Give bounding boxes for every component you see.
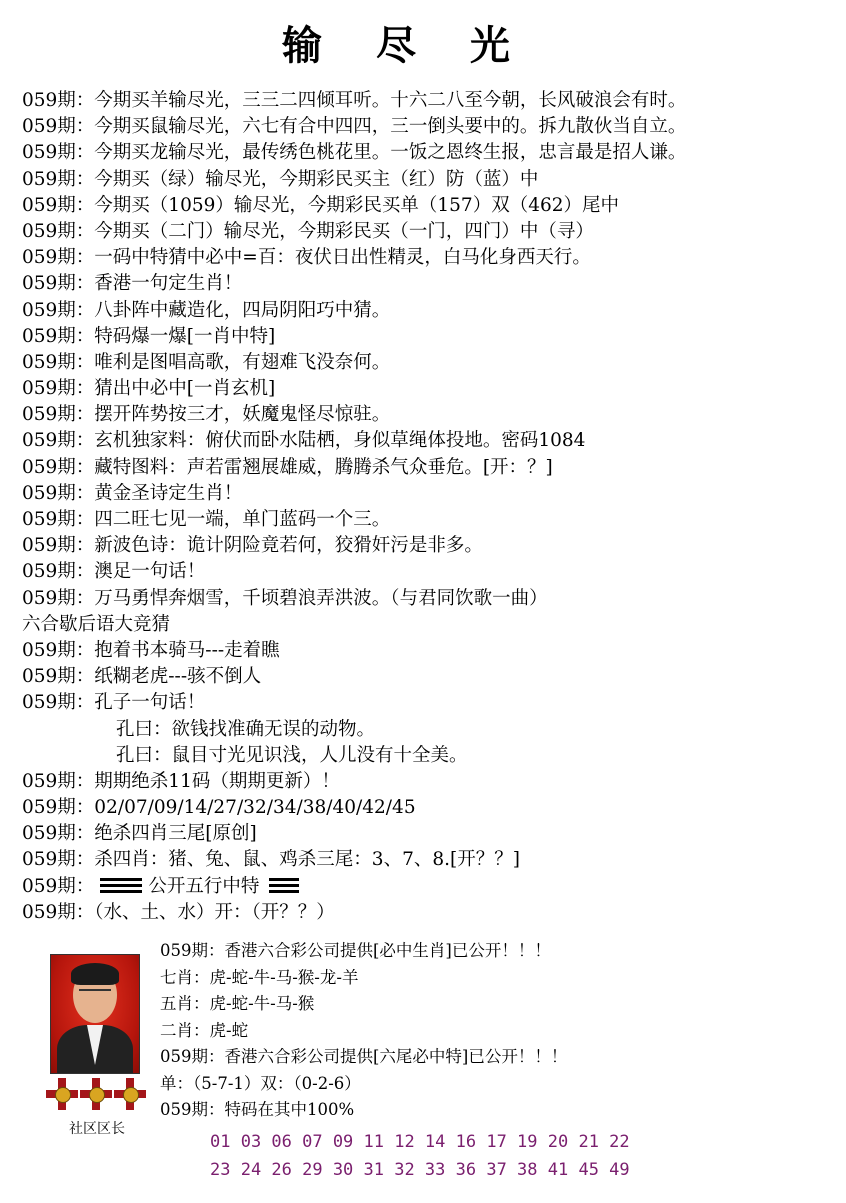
- portrait-photo: [50, 954, 140, 1074]
- prediction-line: 059期：四二旺七见一端，单门蓝码一个三。: [22, 509, 391, 530]
- prediction-line: 059期：今期买羊输尽光，三三二四倾耳听。十六二八至今朝，长风破浪会有时。: [22, 90, 687, 111]
- info-line: 059期：香港六合彩公司提供[必中生肖]已公开！！！: [160, 941, 551, 960]
- medal-icon: [46, 1078, 78, 1110]
- glasses-shape: [79, 989, 111, 999]
- prediction-line: 059期：一码中特猜中必中=百：夜伏日出性精灵，白马化身西天行。: [22, 247, 591, 269]
- info-line: 059期：特码在其中100%: [160, 1100, 355, 1119]
- bottom-section: [0, 938, 846, 1203]
- prediction-line: 059期：特码爆一爆[一肖中特]: [22, 325, 276, 347]
- prediction-line: 059期：今期买龙输尽光，最传绣色桃花里。一饭之恩终生报，忠言最是招人谦。: [22, 142, 687, 164]
- portrait-caption: 社区区长: [69, 1121, 125, 1137]
- info-list: [160, 938, 840, 1124]
- info-line: 059期：香港六合彩公司提供[六尾必中特]已公开！！！: [160, 1047, 568, 1066]
- prediction-line: 059期：孔子一句话！: [22, 692, 206, 714]
- prediction-line: 059期：今期买（二门）输尽光，今期彩民买（一门，四门）中（寻）: [22, 220, 594, 242]
- prediction-list: [22, 88, 842, 926]
- prediction-line: 059期：猜出中必中[一肖玄机]: [22, 378, 276, 400]
- prediction-line: 059期：纸糊老虎---骇不倒人: [22, 666, 262, 688]
- prediction-line: 059期：今期买（绿）输尽光，今期彩民买主（红）防（蓝）中: [22, 168, 539, 190]
- prediction-line: 059期：期期绝杀11码（期期更新）！: [22, 770, 340, 792]
- prediction-line: 059期：新波色诗：诡计阴险竟若何，狡猾奸污是非多。: [22, 535, 483, 557]
- five-elements-prefix: 059期：: [22, 875, 95, 897]
- element-answer-line: 059期：（水、土、水）开：（开？？）: [22, 901, 335, 923]
- confucius-line: 孔曰：欲钱找准确无误的动物。: [116, 718, 376, 740]
- medal-icon: [80, 1078, 112, 1110]
- page-title: 输尽光: [282, 22, 564, 69]
- info-line: 七肖：虎-蛇-牛-马-猴-龙-羊: [160, 967, 359, 987]
- hair-shape: [71, 963, 119, 985]
- medals: [46, 1074, 146, 1118]
- prediction-line: 059期：摆开阵势按三才，妖魔鬼怪尽惊驻。: [22, 404, 391, 426]
- prediction-line: 059期：玄机独家料：俯伏而卧水陆栖，身似草绳体投地。密码1084: [22, 430, 586, 452]
- prediction-line: 059期：香港一句定生肖！: [22, 273, 243, 295]
- five-elements-text: 公开五行中特: [148, 875, 260, 897]
- five-elements-line: [22, 874, 842, 900]
- prediction-line: 059期：抱着书本骑马---走着瞧: [22, 639, 280, 661]
- prediction-line: 059期：今期买（1059）输尽光，今期彩民买单（157）双（462）尾中: [22, 194, 620, 216]
- info-line: 五肖：虎-蛇-牛-马-猴: [160, 994, 315, 1013]
- prediction-line: 059期：唯利是图唱高歌，有翅难飞没奈何。: [22, 351, 391, 373]
- prediction-line: 059期：万马勇悍奔烟雪，千顷碧浪弄洪波。（与君同饮歌一曲）: [22, 587, 548, 609]
- number-row: 23 24 26 29 30 31 32 33 36 37 38 41 45 49: [210, 1160, 630, 1180]
- prediction-line: 059期：今期买鼠输尽光，六七有合中四四，三一倒头要中的。拆九散伙当自立。: [22, 116, 687, 138]
- prediction-line: 059期：黄金圣诗定生肖！: [22, 482, 243, 504]
- triple-bar-icon: [269, 878, 299, 894]
- section-heading: 六合歇后语大竞猜: [22, 613, 171, 635]
- prediction-line: 059期：绝杀四肖三尾[原创]: [22, 823, 257, 845]
- medal-icon: [114, 1078, 146, 1110]
- info-line: 二肖：虎-蛇: [160, 1020, 249, 1040]
- prediction-line: 059期：澳足一句话！: [22, 561, 206, 583]
- triple-bar-icon: [100, 878, 142, 894]
- confucius-line: 孔曰：鼠目寸光见识浅，人儿没有十全美。: [116, 744, 468, 766]
- prediction-line: 059期：八卦阵中藏造化，四局阴阳巧中猜。: [22, 299, 391, 321]
- number-row: 01 03 06 07 09 11 12 14 16 17 19 20 21 22: [210, 1132, 630, 1152]
- number-grid: [210, 1128, 830, 1184]
- info-line: 单：（5-7-1）双：（0-2-6）: [160, 1073, 361, 1093]
- prediction-line: 059期：02/07/09/14/27/32/34/38/40/42/45: [22, 797, 416, 819]
- prediction-line: 059期：藏特图料：声若雷翘展雄威，腾腾杀气众垂危。[开：？]: [22, 456, 553, 478]
- prediction-line: 059期：杀四肖：猪、兔、鼠、鸡杀三尾：3、7、8.[开？？]: [22, 849, 520, 871]
